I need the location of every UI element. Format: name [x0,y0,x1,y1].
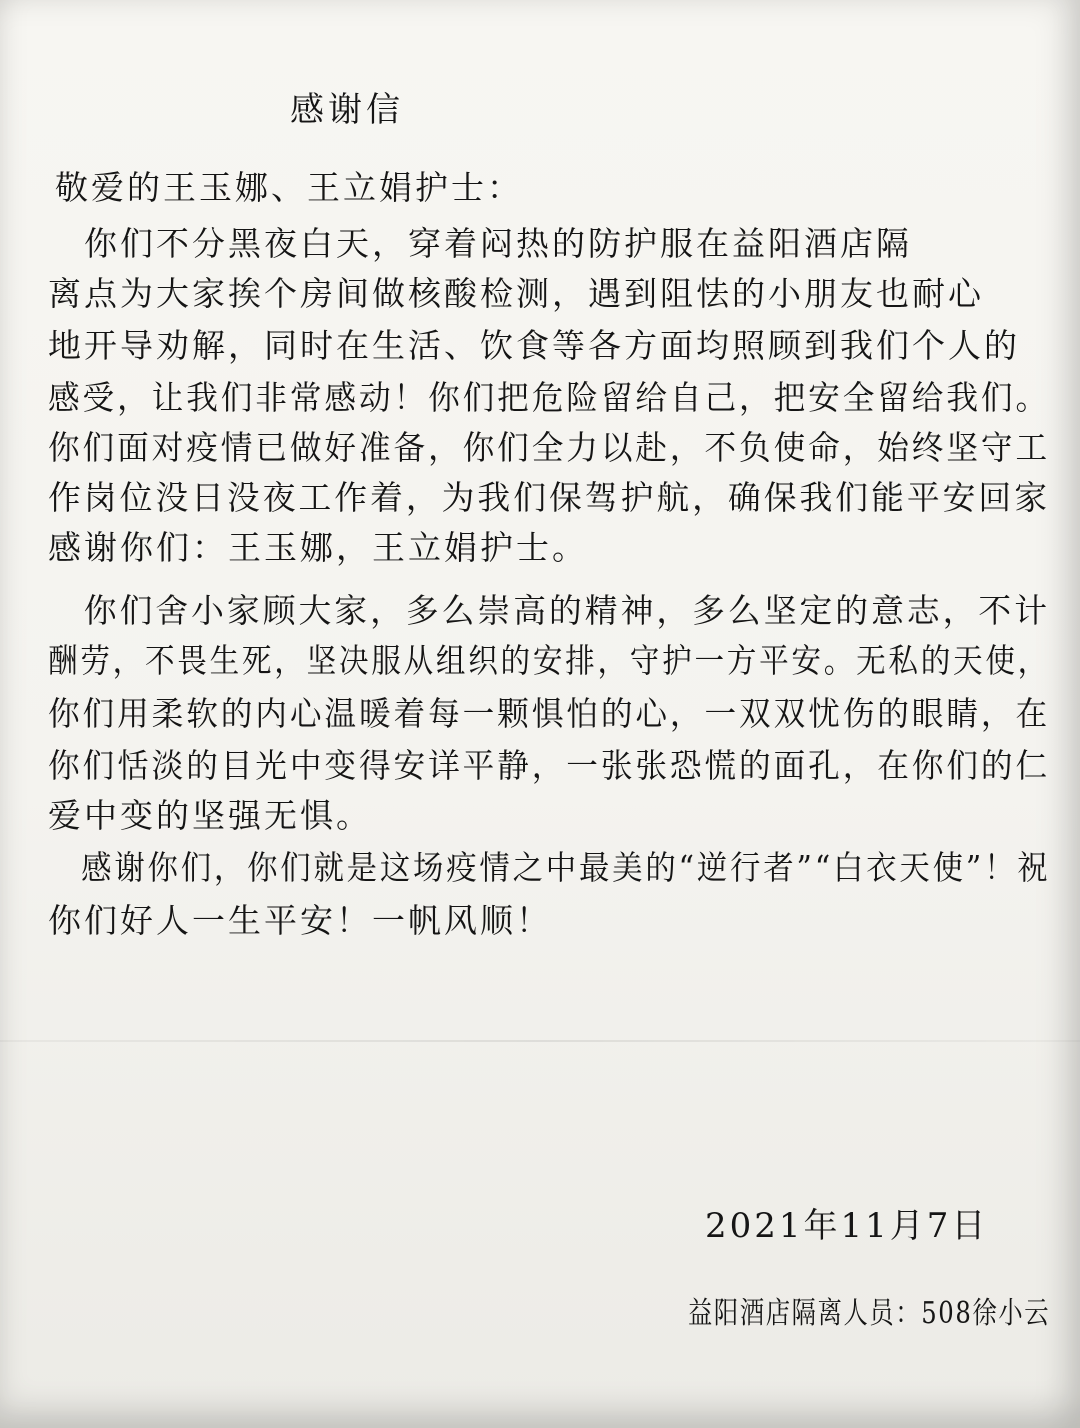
letter-line: 感谢你们，你们就是这场疫情之中最美的“逆行者”“白衣天使”！祝 [48,848,1051,887]
letter-line: 你们恬淡的目光中变得安详平静，一张张恐慌的面孔，在你们的仁 [48,746,1050,785]
letter-line: 地开导劝解，同时在生活、饮食等各方面均照顾到我们个人的 [48,326,1020,365]
letter-date: 2021年11月7日 [705,1206,989,1246]
letter-signature: 益阳酒店隔离人员：508徐小云 [688,1296,1051,1331]
letter-line: 离点为大家挨个房间做核酸检测，遇到阻怯的小朋友也耐心 [48,274,984,313]
letter-line: 你们舍小家顾大家，多么崇高的精神，多么坚定的意志，不计 [48,591,1050,630]
letter-title: 感谢信 [290,90,404,130]
letter-salutation: 敬爱的王玉娜、王立娟护士： [55,168,523,207]
letter-line: 你们不分黑夜白天，穿着闷热的防护服在益阳酒店隔 [48,224,912,263]
letter-line: 感受，让我们非常感动！你们把危险留给自己，把安全留给我们。 [48,378,1050,417]
letter-line: 你们用柔软的内心温暖着每一颗惧怕的心，一双双忧伤的眼睛，在 [48,694,1050,733]
letter-line: 你们好人一生平安！一帆风顺！ [48,901,552,940]
letter-line: 爱中变的坚强无惧。 [48,796,372,835]
letter-line: 作岗位没日没夜工作着，为我们保驾护航，确保我们能平安回家 [48,478,1050,517]
letter-line: 酬劳，不畏生死，坚决服从组织的安排，守护一方平安。无私的天使， [48,641,1050,680]
letter-line: 你们面对疫情已做好准备，你们全力以赴，不负使命，始终坚守工 [48,428,1050,467]
letter-line: 感谢你们：王玉娜，王立娟护士。 [48,528,588,567]
paper-fold-shadow [0,1040,1080,1042]
